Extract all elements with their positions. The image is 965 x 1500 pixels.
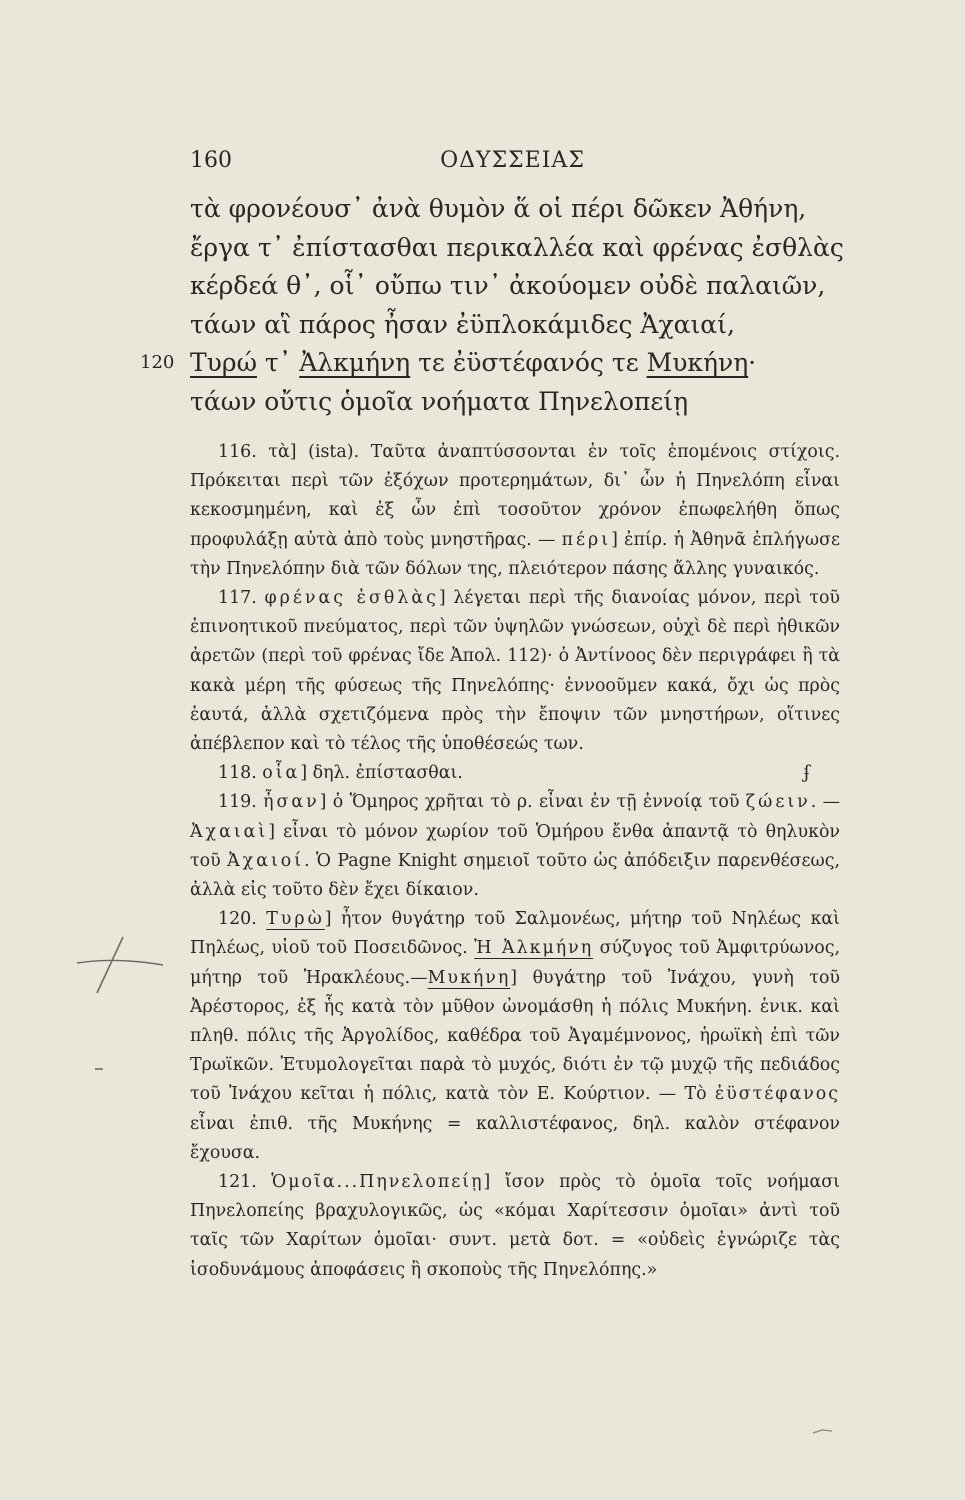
lemma: Ὁμοῖα...Πηνελοπείῃ	[271, 1172, 484, 1193]
note-text: ] ὁ Ὅμηρος χρῆται τὸ ρ. εἶναι ἐν τῇ ἐννοίᾳ τοῦ	[319, 792, 740, 813]
verse-line: τάων αἳ πάρος ἦσαν ἐϋπλοκάμιδες Ἀχαιαί,	[190, 309, 735, 339]
note-number: 118.	[218, 763, 257, 784]
commentary-notes	[190, 438, 840, 1285]
note-number: 119.	[218, 792, 257, 813]
lemma: ἐϋστέφανος	[714, 1084, 840, 1105]
note-text: σύζυγος τοῦ Ἀμφιτρύωνος, μήτηρ τοῦ Ἡρακλέους.—	[190, 938, 841, 988]
running-title: ΟΔΥΣΣΕΙΑΣ	[440, 148, 585, 173]
note-text: ] ἦτον θυγάτηρ τοῦ Σαλμονέως, μήτηρ τοῦ Νηλέως καὶ Πηλέως, υἱοῦ τοῦ Ποσειδῶνος.	[190, 909, 840, 959]
note-number: 121.	[218, 1172, 257, 1193]
margin-dash-mark	[95, 1068, 103, 1070]
note-text: . Ὁ Pagne Knight σημειοῖ τοῦτο ὡς ἀπόδειξιν παρενθέσεως, ἀλλὰ εἰς τοῦτο δὲν ἔχει δίκαιον.	[190, 850, 840, 901]
lemma: Μυκήνη	[427, 967, 511, 988]
note-118	[190, 759, 840, 788]
note-120	[190, 905, 840, 1168]
pencil-cross-mark-icon	[75, 935, 165, 995]
margin-tick-mark: ʄ	[803, 763, 810, 784]
lemma: πέρι	[561, 529, 612, 550]
verse-line: ἔργα τ᾽ ἐπίστασθαι περικαλλέα καὶ φρένας ἐσθλὰς	[190, 232, 844, 262]
note-119	[190, 788, 840, 905]
note-121	[190, 1168, 840, 1285]
lemma: ἦσαν	[263, 792, 320, 813]
verse-line: τὰ φρονέουσ᾽ ἀνὰ θυμὸν ἅ οἱ πέρι δῶκεν Ἀθήνη,	[190, 194, 807, 223]
verse-line: κέρδεά θ᾽, οἷ᾽ οὔπω τιν᾽ ἀκούομεν οὐδὲ παλαιῶν,	[190, 271, 826, 300]
page-header	[190, 148, 835, 178]
underlined-name: Μυκήνη	[646, 348, 749, 377]
note-text: 116. τὰ] (ista). Ταῦτα ἀναπτύσσονται ἐν τοῖς ἑπομένοις στίχοις. Πρόκειται περὶ τῶν ἐξόχων προτερημάτων, δι᾽ ὧν ἡ Πηνελόπη εἶναι κεκοσμημένη, καὶ ἐξ ὧν ἐπὶ τοσοῦτον χρόνον ἐπωφελήθη ὅπως προφυλάξῃ αὐτὰ ἀπὸ τοὺς μνηστῆρας. —	[190, 442, 840, 550]
underlined-name: Τυρώ	[190, 348, 257, 377]
lemma: φρένας ἐσθλὰς	[264, 588, 439, 609]
lemma: ζώειν	[745, 792, 811, 813]
verse-line-number: 120	[140, 352, 175, 373]
note-text: ] λέγεται περὶ τῆς διανοίας μόνον, περὶ τοῦ ἐπινοητικοῦ πνεύματος, περὶ τῶν ὑψηλῶν γνώσεων, οὐχὶ δὲ περὶ ἠθικῶν ἀρετῶν (περὶ τοῦ φρένας ἴδε Ἀπολ. 112)· ὁ Ἀντίνοος δὲν περιγράφει ἢ τὰ κακὰ μέρη τῆς φύσεως τῆς Πηνελόπης· ἐννοοῦμεν κακά, ὄχι ὡς πρὸς ἑαυτά, ἀλλὰ σχετιζόμενα πρὸς τὴν ἔποψιν τῶν μνηστήρων, οἵτινες ἀπέβλεπον καὶ τὸ τέλος τῆς ὑποθέσεώς των.	[190, 588, 841, 755]
verse-line: τάων οὔτις ὁμοῖα νοήματα Πηνελοπείῃ	[190, 386, 689, 416]
note-text: εἶναι ἐπιθ. τῆς Μυκήνης = καλλιστέφανος, δηλ. καλὸν στέφανον ἔχουσα.	[190, 1113, 840, 1163]
page-number: 160	[190, 148, 232, 173]
verse-line	[140, 344, 850, 383]
note-text: ] ἴσον πρὸς τὸ ὁμοῖα τοῖς νοήμασι Πηνελοπείης βραχυλογικῶς, ὡς «κόμαι Χαρίτεσσιν ὁμοῖαι» ἀντὶ τοῦ ταῖς τῶν Χαρίτων ὁμοῖαι· συντ. μετὰ δοτ. = «οὐδεὶς ἐγνώριζε τὰς ἰσοδυνάμους ἀποφάσεις ἢ σκοποὺς τῆς Πηνελόπης.»	[190, 1172, 840, 1280]
note-text: ] εἶναι τὸ μόνον χωρίον τοῦ Ὁμήρου ἔνθα ἀπαντᾷ τὸ θηλυκὸν τοῦ	[190, 821, 840, 871]
note-number: 117.	[218, 588, 257, 609]
verse-text: τ᾽	[256, 348, 300, 377]
lemma: Ἡ Ἀλκμήνη	[474, 938, 594, 959]
note-116	[190, 438, 840, 584]
note-text: ] ἐπίρ. ἡ Ἀθηνᾶ ἐπλήγωσε τὴν Πηνελόπην διὰ τῶν δόλων της, πλειότερον πάσης ἄλλης γυναικός.	[190, 529, 840, 579]
note-text: . —	[810, 792, 840, 813]
verse-text: τε ἐϋστέφανός τε	[410, 348, 647, 377]
lemma: Τυρὼ	[266, 909, 325, 930]
verse-text: ·	[748, 348, 757, 377]
note-text: ] δηλ. ἐπίστασθαι.	[300, 763, 463, 784]
lemma: Ἀχαιαὶ	[190, 821, 269, 842]
note-117	[190, 584, 840, 759]
pencil-corner-mark-icon	[812, 1428, 834, 1434]
lemma: Ἀχαιοί	[227, 850, 305, 871]
note-text: ] θυγάτηρ τοῦ Ἰνάχου, γυνὴ τοῦ Ἀρέστορος, ἐξ ἧς κατὰ τὸν μῦθον ὠνομάσθη ἡ πόλις Μυκήνη. ἑνικ. καὶ πληθ. πόλις τῆς Ἀργολίδος, καθέδρα τοῦ Ἀγαμέμνονος, ἡρωϊκὴ ἐπὶ τῶν Τρωϊκῶν. Ἐτυμολογεῖται παρὰ τὸ μυχός, διότι ἐν τῷ μυχῷ τῆς πεδιάδος τοῦ Ἰνάχου κεῖται ἡ πόλις, κατὰ τὸν Ε. Κούρτιον. — Τὸ	[190, 967, 840, 1105]
note-number: 120.	[218, 909, 257, 930]
lemma: οἷα	[262, 763, 301, 784]
underlined-name: Ἀλκμήνη	[299, 348, 411, 377]
verse-block	[140, 190, 850, 421]
